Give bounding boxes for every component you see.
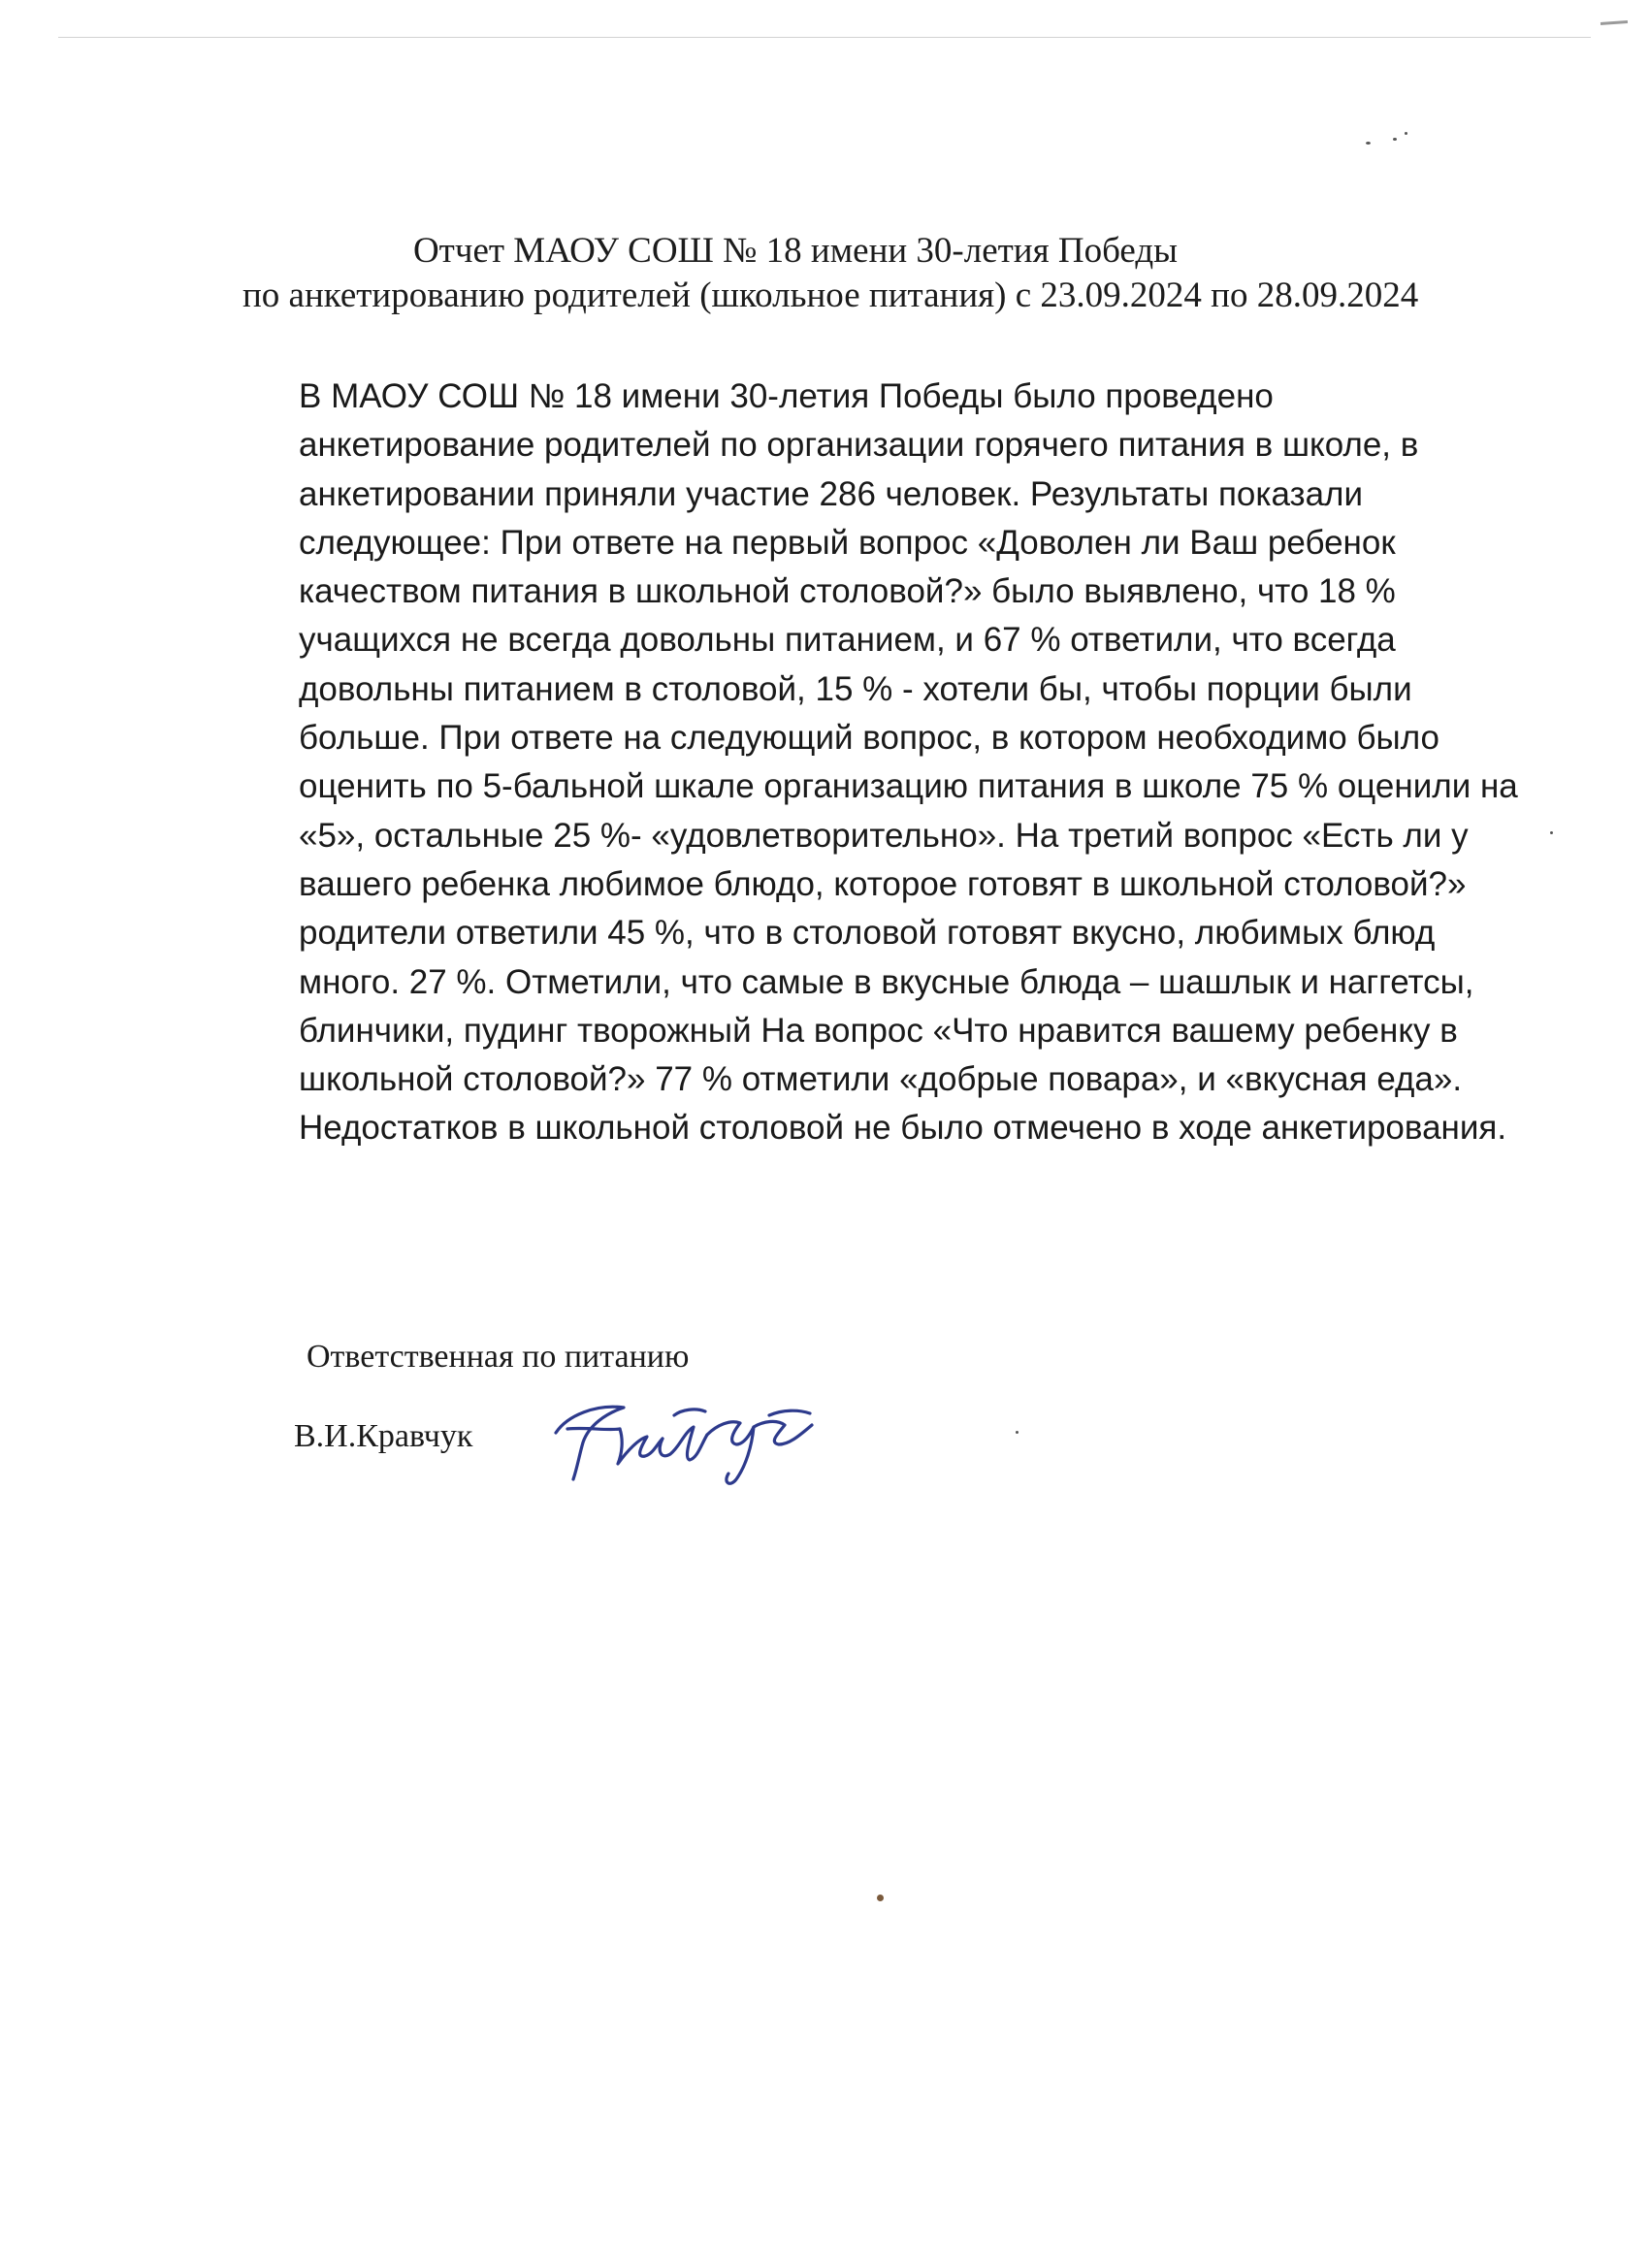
body-line: «5», остальные 25 %- «удовлетворительно». На третий вопрос «Есть ли у xyxy=(299,816,1469,855)
body-line: довольны питанием в столовой, 15 % - хотели бы, чтобы порции были xyxy=(299,669,1412,708)
body-line: Недостатков в школьной столовой не было отмечено в ходе анкетирования. xyxy=(299,1109,1507,1148)
body-line: учащихся не всегда довольны питанием, и 67 % ответили, что всегда xyxy=(299,621,1396,660)
signatory-role: Ответственная по питанию xyxy=(307,1339,690,1375)
scan-speck xyxy=(1393,138,1397,141)
signatory-name: В.И.Кравчук xyxy=(294,1418,473,1454)
body-line: больше. При ответе на следующий вопрос, в котором необходимо было xyxy=(299,719,1439,758)
body-line: анкетировании приняли участие 286 человек. Результаты показали xyxy=(299,474,1364,513)
scan-speck xyxy=(877,1895,884,1901)
body-line: качеством питания в школьной столовой?» было выявлено, что 18 % xyxy=(299,572,1396,611)
handwritten-signature xyxy=(538,1382,829,1489)
scan-speck xyxy=(1366,142,1371,145)
body-line: анкетирование родителей по организации горячего питания в школе, в xyxy=(299,426,1419,465)
body-line: следующее: При ответе на первый вопрос «Доволен ли Ваш ребенок xyxy=(299,523,1396,562)
document-title xyxy=(242,229,1419,318)
scan-speck xyxy=(1016,1431,1018,1434)
title-line: Отчет МАОУ СОШ № 18 имени 30-летия Победы xyxy=(412,231,1179,271)
body-line: В МАОУ СОШ № 18 имени 30-летия Победы было проведено xyxy=(299,377,1274,415)
scan-top-edge xyxy=(58,37,1591,38)
title-line: по анкетированию родителей (школьное питания) с 23.09.2024 по 28.09.2024 xyxy=(242,275,1419,315)
body-line: школьной столовой?» 77 % отметили «добрые повара», и «вкусная еда». xyxy=(299,1060,1463,1099)
body-line: родители ответили 45 %, что в столовой готовят вкусно, любимых блюд xyxy=(299,914,1436,953)
report-body xyxy=(299,373,1569,1153)
body-line: вашего ребенка любимое блюдо, которое готовят в школьной столовой?» xyxy=(299,864,1467,903)
scan-corner-mark xyxy=(1600,20,1628,25)
body-line: оценить по 5-бальной шкале организацию питания в школе 75 % оценили на xyxy=(299,767,1518,806)
scan-speck xyxy=(1405,132,1407,135)
body-line: блинчики, пудинг творожный На вопрос «Что нравится вашему ребенку в xyxy=(299,1011,1458,1050)
body-line: много. 27 %. Отметили, что самые в вкусные блюда – шашлык и наггетсы, xyxy=(299,962,1474,1001)
